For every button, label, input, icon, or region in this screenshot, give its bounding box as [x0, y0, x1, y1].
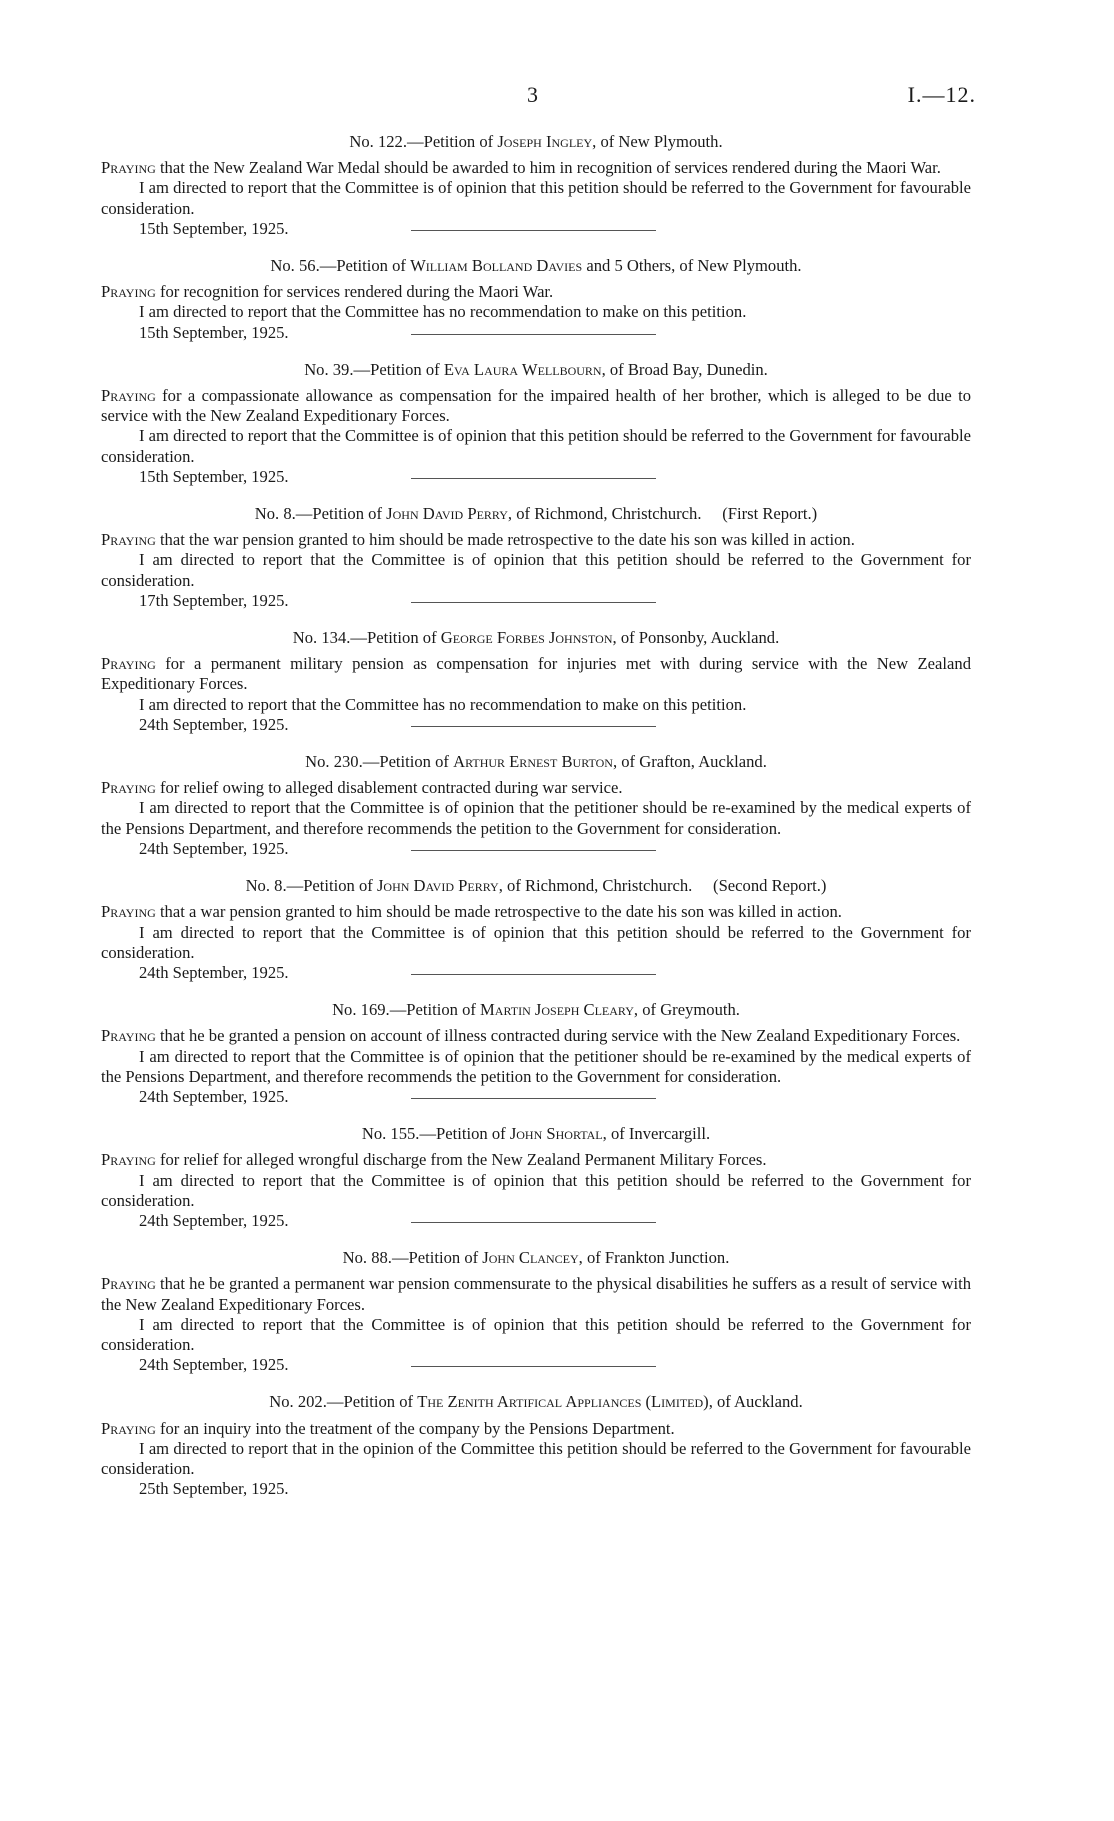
section-divider	[411, 334, 656, 335]
petitioner-place: , of Ponsonby, Auckland.	[612, 628, 780, 648]
praying-text: for recognition for services rendered during the Maori War.	[155, 282, 554, 302]
report-paragraph: I am directed to report that in the opinion of the Committee this petition should be referred to the Government for favourable consideration.	[101, 1438, 971, 1478]
praying-label: Praying	[101, 778, 156, 798]
petitioner-name: Joseph Ingley	[497, 132, 593, 151]
report-paragraph: I am directed to report that the Committee is of opinion that this petition should be referred to the Government for favourable consideration.	[101, 178, 971, 218]
praying-label: Praying	[101, 1418, 156, 1438]
report-date: 15th September, 1925.	[139, 466, 289, 486]
petition-number: No. 202.—Petition of	[269, 1392, 414, 1412]
petition-number: No. 122.—Petition of	[349, 132, 494, 151]
praying-paragraph	[101, 158, 971, 178]
report-date-line	[101, 839, 971, 859]
report-date-line	[101, 963, 971, 983]
report-paragraph: I am directed to report that the Committee is of opinion that the petitioner should be re-examined by the medical experts of the Pensions Department, and therefore recommends the petition to the Government for consideration.	[101, 798, 971, 838]
report-tag: (First Report.)	[722, 504, 818, 524]
section-divider	[411, 1098, 656, 1099]
petition-entry	[101, 1248, 971, 1375]
report-date: 24th September, 1925.	[139, 714, 289, 734]
petition-title	[101, 360, 971, 380]
petitioner-place: , of Greymouth.	[633, 1000, 740, 1020]
praying-text: that he be granted a permanent war pension commensurate to the physical disabilities he suffers as a result of service with the New Zealand Expeditionary Forces.	[101, 1274, 971, 1314]
report-date: 24th September, 1925.	[139, 1210, 289, 1230]
petition-number: No. 56.—Petition of	[270, 256, 406, 276]
petitioner-name: Arthur Ernest Burton	[453, 752, 613, 772]
praying-text: that he be granted a pension on account of illness contracted during service with the New Zealand Expeditionary Forces.	[155, 1026, 961, 1046]
praying-label: Praying	[101, 158, 156, 178]
report-date-line	[101, 1087, 971, 1107]
praying-paragraph	[101, 654, 971, 694]
petition-number: No. 230.—Petition of	[305, 752, 449, 772]
petition-entry	[101, 1392, 971, 1499]
report-paragraph: I am directed to report that the Committee is of opinion that this petition should be referred to the Government for consideration.	[101, 550, 971, 590]
petitioner-place: , of Richmond, Christchurch.	[498, 876, 693, 896]
petition-number: No. 8.—Petition of	[254, 504, 382, 524]
section-divider	[411, 1366, 656, 1367]
petition-title	[101, 1000, 971, 1020]
praying-paragraph	[101, 530, 971, 550]
praying-label: Praying	[101, 386, 156, 406]
praying-text: for relief owing to alleged disablement contracted during war service.	[155, 778, 623, 798]
section-divider	[411, 230, 656, 231]
petition-number: No. 8.—Petition of	[245, 876, 373, 896]
report-date: 25th September, 1925.	[139, 1479, 289, 1499]
report-paragraph: I am directed to report that the Committee has no recommendation to make on this petition.	[139, 694, 747, 714]
report-date: 24th September, 1925.	[139, 1086, 289, 1106]
petitioner-place: , of Broad Bay, Dunedin.	[601, 359, 768, 379]
petition-title	[101, 504, 971, 524]
petitioner-name: William Bolland Davies	[410, 256, 583, 276]
petitioner-place: , of Invercargill.	[602, 1124, 711, 1144]
petition-number: No. 88.—Petition of	[342, 1248, 479, 1268]
petitioner-name: The Zenith Artifical Appliances (Limited)	[417, 1392, 709, 1412]
petition-title	[101, 1392, 971, 1412]
petition-number: No. 134.—Petition of	[292, 628, 437, 648]
petition-number: No. 169.—Petition of	[332, 1000, 476, 1020]
praying-paragraph	[101, 1419, 971, 1439]
report-date-line	[101, 219, 971, 239]
page-reference: I.—12.	[907, 82, 976, 107]
petition-title	[101, 132, 971, 152]
petitions-list	[101, 132, 971, 1516]
praying-text: for a compassionate allowance as compensation for the impaired health of her brother, which is alleged to be due to service with the New Zealand Expeditionary Forces.	[101, 386, 971, 426]
petitioner-place: , of Richmond, Christchurch.	[507, 504, 702, 524]
petition-title	[101, 752, 971, 772]
praying-label: Praying	[101, 654, 156, 674]
report-date: 24th September, 1925.	[139, 962, 289, 982]
petitioner-name: Martin Joseph Cleary	[480, 1000, 634, 1020]
petition-entry	[101, 876, 971, 983]
petition-entry	[101, 256, 971, 343]
page-number: 3	[527, 82, 538, 107]
petitioner-place: , of New Plymouth.	[592, 132, 723, 151]
praying-paragraph	[101, 386, 971, 426]
section-divider	[411, 974, 656, 975]
report-date-line	[101, 1211, 971, 1231]
praying-paragraph	[101, 1150, 971, 1170]
petitioner-place: , of Frankton Junction.	[578, 1248, 730, 1268]
report-paragraph: I am directed to report that the Committee is of opinion that this petition should be referred to the Government for favourable consideration.	[101, 426, 971, 466]
report-paragraph: I am directed to report that the Committee is of opinion that this petition should be referred to the Government for consideration.	[101, 1314, 971, 1354]
petition-entry	[101, 752, 971, 859]
petition-number: No. 39.—Petition of	[304, 359, 440, 379]
report-paragraph: I am directed to report that the Committee is of opinion that this petition should be referred to the Government for consideration.	[101, 1170, 971, 1210]
petitioner-name: John David Perry	[386, 504, 508, 524]
praying-text: that the New Zealand War Medal should be awarded to him in recognition of services rendered during the Maori War.	[155, 158, 941, 178]
report-date-line	[101, 323, 971, 343]
praying-label: Praying	[101, 1274, 156, 1294]
petitioner-place: and 5 Others, of New Plymouth.	[582, 256, 802, 276]
report-date: 24th September, 1925.	[139, 1355, 289, 1375]
report-date: 24th September, 1925.	[139, 838, 289, 858]
petition-title	[101, 256, 971, 276]
petitioner-place: , of Auckland.	[708, 1392, 803, 1412]
section-divider	[411, 1222, 656, 1223]
report-date-line	[101, 715, 971, 735]
praying-label: Praying	[101, 1150, 156, 1170]
petition-entry	[101, 132, 971, 239]
petitioner-name: John Shortal	[509, 1124, 603, 1144]
section-divider	[411, 602, 656, 603]
section-divider	[411, 850, 656, 851]
report-date-line	[101, 591, 971, 611]
petition-entry	[101, 360, 971, 487]
report-date-line	[101, 1479, 971, 1499]
report-tag: (Second Report.)	[713, 876, 827, 896]
petitioner-name: Eva Laura Wellbourn	[443, 359, 602, 379]
section-divider	[411, 478, 656, 479]
report-paragraph: I am directed to report that the Committee has no recommendation to make on this petition.	[139, 302, 747, 322]
praying-text: that the war pension granted to him should be made retrospective to the date his son was killed in action.	[155, 530, 855, 550]
praying-label: Praying	[101, 1026, 156, 1046]
praying-text: for a permanent military pension as compensation for injuries met with during service with the New Zealand Expeditionary Forces.	[101, 654, 971, 694]
praying-label: Praying	[101, 530, 156, 550]
petition-title	[101, 1248, 971, 1268]
praying-text: for relief for alleged wrongful discharge from the New Zealand Permanent Military Forces.	[155, 1150, 767, 1170]
petition-entry	[101, 628, 971, 735]
praying-paragraph	[101, 282, 971, 302]
petition-title	[101, 628, 971, 648]
petition-number: No. 155.—Petition of	[361, 1124, 506, 1144]
petition-title	[101, 1124, 971, 1144]
praying-paragraph	[101, 1026, 971, 1046]
section-divider	[411, 726, 656, 727]
praying-paragraph	[101, 1274, 971, 1314]
report-date: 17th September, 1925.	[139, 590, 289, 610]
petitioner-name: George Forbes Johnston	[440, 628, 613, 648]
praying-text: for an inquiry into the treatment of the company by the Pensions Department.	[155, 1418, 675, 1438]
petitioner-name: John David Perry	[376, 876, 499, 896]
report-date: 15th September, 1925.	[139, 322, 289, 342]
petitioner-name: John Clancey	[482, 1248, 579, 1268]
praying-text: that a war pension granted to him should be made retrospective to the date his son was killed in action.	[155, 902, 842, 922]
report-paragraph: I am directed to report that the Committee is of opinion that the petitioner should be re-examined by the medical experts of the Pensions Department, and therefore recommends the petition to the Government for consideration.	[101, 1046, 971, 1086]
report-date-line	[101, 467, 971, 487]
report-paragraph: I am directed to report that the Committee is of opinion that this petition should be referred to the Government for consideration.	[101, 922, 971, 962]
petitioner-place: , of Grafton, Auckland.	[612, 752, 767, 772]
praying-label: Praying	[101, 282, 156, 302]
petition-entry	[101, 504, 971, 611]
petition-title	[101, 876, 971, 896]
page-header	[0, 82, 1114, 112]
praying-paragraph	[101, 778, 971, 798]
petition-entry	[101, 1124, 971, 1231]
praying-paragraph	[101, 902, 971, 922]
report-date: 15th September, 1925.	[139, 218, 289, 238]
praying-label: Praying	[101, 902, 156, 922]
report-date-line	[101, 1355, 971, 1375]
petition-entry	[101, 1000, 971, 1107]
